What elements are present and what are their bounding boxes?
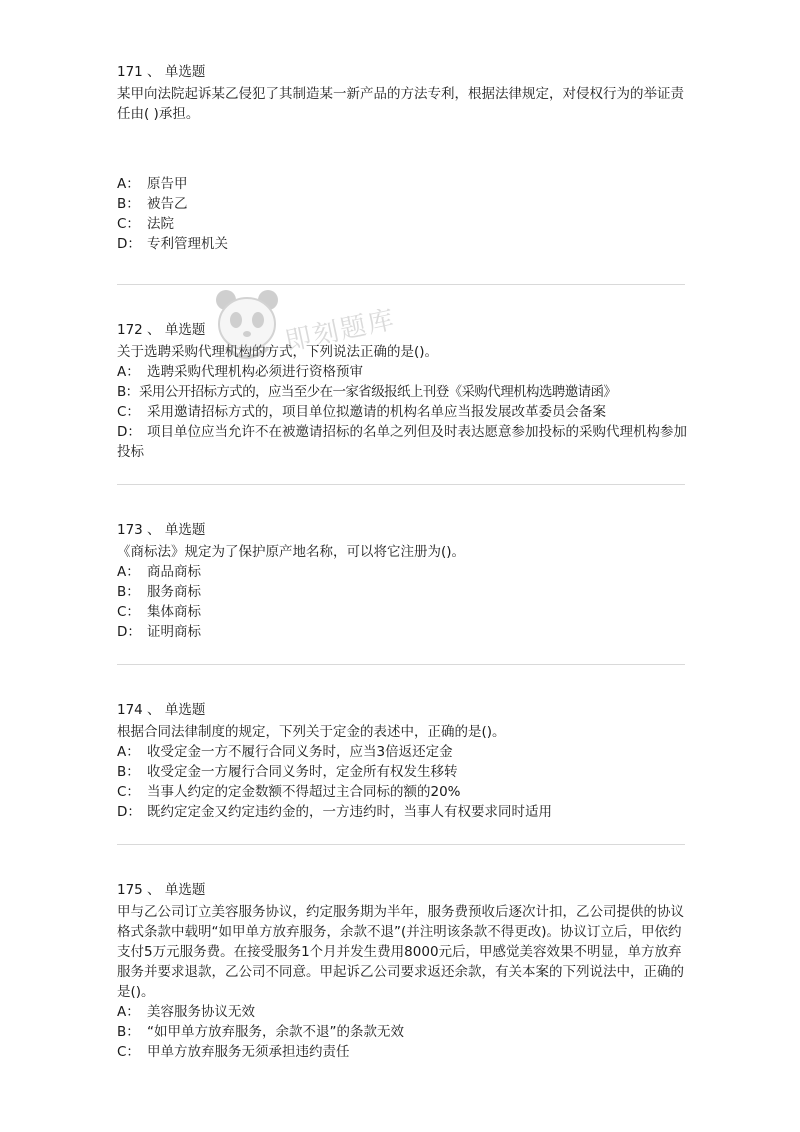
option-c [117, 782, 687, 802]
option-letter: C： [117, 216, 140, 232]
option-letter: C： [117, 1044, 140, 1060]
option-d [117, 622, 687, 642]
option-text: 原告甲 [147, 176, 188, 192]
option-b [117, 762, 687, 782]
option-c [117, 602, 687, 622]
option-letter: B： [117, 196, 140, 212]
question-171 [117, 62, 687, 254]
option-text: 收受定金一方不履行合同义务时，应当3倍返还定金 [147, 744, 453, 760]
option-letter: A： [117, 564, 140, 580]
option-letter: C： [117, 604, 140, 620]
option-text: 收受定金一方履行合同义务时，定金所有权发生移转 [147, 764, 458, 780]
question-174 [117, 700, 687, 822]
option-text: “如甲单方放弃服务，余款不退”的条款无效 [147, 1024, 404, 1040]
question-text: 关于选聘采购代理机构的方式，下列说法正确的是()。 [117, 344, 439, 360]
option-c [117, 1042, 687, 1062]
question-175 [117, 880, 687, 1062]
option-text: 被告乙 [147, 196, 188, 212]
option-text: 项目单位应当允许不在被邀请招标的名单之列但及时表达愿意参加投标的采购代理机构参加投标 [117, 424, 687, 460]
option-b [117, 582, 687, 602]
option-a [117, 174, 687, 194]
option-c [117, 214, 687, 234]
option-letter: A： [117, 744, 140, 760]
option-text: 服务商标 [147, 584, 201, 600]
option-b [117, 194, 687, 214]
question-172 [117, 320, 687, 462]
option-letter: A： [117, 176, 140, 192]
option-letter: B： [117, 584, 140, 600]
question-divider [117, 664, 685, 665]
option-text: 集体商标 [147, 604, 201, 620]
option-letter: C： [117, 784, 140, 800]
option-a [117, 1002, 687, 1022]
option-text: 既约定定金又约定违约金的，一方违约时，当事人有权要求同时适用 [147, 804, 552, 820]
option-text: 法院 [147, 216, 174, 232]
watermark-text: 即刻题库 [282, 304, 399, 358]
option-letter: D： [117, 236, 141, 252]
question-divider [117, 284, 685, 285]
option-text: 甲单方放弃服务无须承担违约责任 [147, 1044, 350, 1060]
option-text: 选聘采购代理机构必须进行资格预审 [147, 364, 363, 380]
question-divider [117, 844, 685, 845]
question-header: 174 、 单选题 [117, 702, 206, 718]
option-a [117, 742, 687, 762]
option-letter: A： [117, 364, 140, 380]
question-text: 《商标法》规定为了保护原产地名称，可以将它注册为()。 [117, 544, 466, 560]
option-d [117, 422, 687, 462]
option-text: 专利管理机关 [147, 236, 228, 252]
option-text: 采用邀请招标方式的，项目单位拟邀请的机构名单应当报发展改革委员会备案 [147, 404, 606, 420]
question-text: 根据合同法律制度的规定，下列关于定金的表述中，正确的是()。 [117, 724, 506, 740]
question-173 [117, 520, 687, 642]
option-letter: D： [117, 804, 141, 820]
question-header: 175 、 单选题 [117, 882, 206, 898]
option-text: 商品商标 [147, 564, 201, 580]
option-letter: C： [117, 404, 140, 420]
option-letter: B： [117, 764, 140, 780]
option-text: 美容服务协议无效 [147, 1004, 255, 1020]
options-list [117, 174, 687, 254]
option-letter: B： [117, 384, 139, 400]
option-letter: B： [117, 1024, 140, 1040]
option-d [117, 234, 687, 254]
question-text: 甲与乙公司订立美容服务协议，约定服务期为半年，服务费预收后逐次计扣，乙公司提供的协议格式条款中载明“如甲单方放弃服务，余款不退”(并注明该条款不得更改)。协议订立后，甲依约支付5万元服务费。在接受服务1个月并发生费用8000元后，甲感觉美容效果不明显，单方放弃服务并要求退款，乙公司不同意。甲起诉乙公司要求返还余款，有关本案的下列说法中，正确的是()。 [117, 904, 684, 1000]
option-letter: D： [117, 424, 141, 440]
option-text: 证明商标 [147, 624, 201, 640]
option-c [117, 402, 687, 422]
option-b [117, 1022, 687, 1042]
question-divider [117, 484, 685, 485]
question-header: 172 、 单选题 [117, 322, 206, 338]
question-text: 某甲向法院起诉某乙侵犯了其制造某一新产品的方法专利，根据法律规定，对侵权行为的举证责任由( )承担。 [117, 86, 684, 122]
option-letter: A： [117, 1004, 140, 1020]
question-header: 173 、 单选题 [117, 522, 206, 538]
option-text: 采用公开招标方式的，应当至少在一家省级报纸上刊登《采购代理机构选聘邀请函》 [139, 384, 617, 400]
option-b [117, 382, 687, 402]
option-letter: D： [117, 624, 141, 640]
option-a [117, 362, 687, 382]
option-a [117, 562, 687, 582]
question-header: 171 、 单选题 [117, 64, 206, 80]
option-d [117, 802, 687, 822]
option-text: 当事人约定的定金数额不得超过主合同标的额的20% [147, 784, 461, 800]
